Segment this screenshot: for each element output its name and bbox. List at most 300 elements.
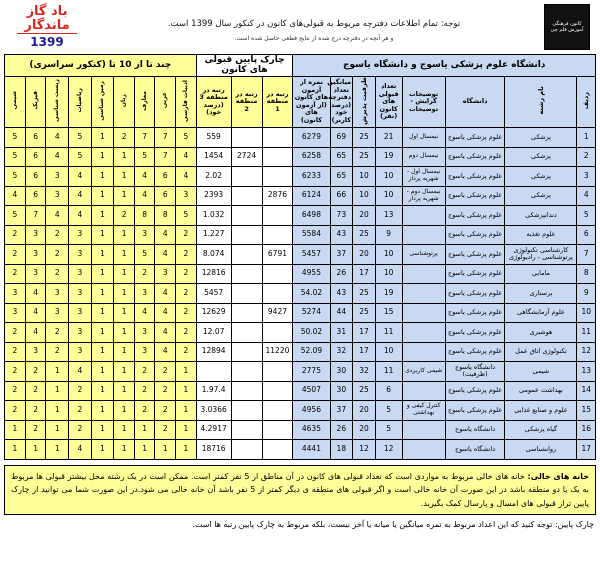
table-row (5, 284, 596, 304)
brand-divider (17, 33, 77, 34)
cell-maaref: 3 (134, 342, 155, 362)
cell-miangin: 4956 (293, 401, 330, 421)
cell-riyazi: 4 (69, 167, 92, 187)
cell-fizik: 6 (25, 167, 46, 187)
cell-zamin: 1 (91, 420, 114, 440)
cell-fizik: 2 (25, 362, 46, 382)
cell-zarfiyat: 19 (375, 147, 402, 167)
cell-r2 (231, 206, 262, 226)
cell-miangin: 52.09 (293, 342, 330, 362)
cell-shimi: 1 (5, 440, 26, 460)
cell-radif: 11 (577, 323, 596, 343)
cell-shimi: 1 (5, 420, 26, 440)
cell-zamin: 1 (91, 323, 114, 343)
cell-r2 (231, 264, 262, 284)
cell-fizik: 3 (25, 245, 46, 265)
cell-nomre: 32 (330, 342, 353, 362)
table-row (5, 401, 596, 421)
col-maaref: معارف (134, 76, 155, 127)
cell-nomre: 37 (330, 401, 353, 421)
cell-reshte: پزشکی (505, 128, 577, 148)
cell-r1 (262, 420, 293, 440)
cell-r3: 3.0366 (196, 401, 231, 421)
cell-miangin: 4507 (293, 381, 330, 401)
column-header-row (5, 76, 596, 127)
cell-tozih (402, 303, 445, 323)
cell-maaref: 1 (134, 440, 155, 460)
cell-riyazi: 4 (69, 440, 92, 460)
cell-r3: 1.97.4 (196, 381, 231, 401)
cell-zamin: 1 (91, 303, 114, 323)
table-row (5, 303, 596, 323)
cell-fizik: 2 (25, 381, 46, 401)
cell-zaban: 1 (114, 147, 135, 167)
cell-riyazi: 5 (69, 128, 92, 148)
table-row (5, 167, 596, 187)
brand-block (4, 3, 90, 51)
cell-miangin: 4955 (293, 264, 330, 284)
cell-miangin: 4635 (293, 420, 330, 440)
cell-shimi: 2 (5, 401, 26, 421)
table-row (5, 147, 596, 167)
cell-zamin: 1 (91, 401, 114, 421)
cell-roshd: 25 (353, 225, 376, 245)
cell-zist: 2 (46, 245, 69, 265)
cell-nomre: 26 (330, 264, 353, 284)
cell-nomre: 65 (330, 147, 353, 167)
cell-daneshgah: علوم پزشکی یاسوج (445, 147, 505, 167)
cell-arabi: 4 (155, 245, 176, 265)
cell-zist: 2 (46, 264, 69, 284)
cell-radif: 17 (577, 440, 596, 460)
cell-shimi: 5 (5, 206, 26, 226)
col-rotbe-mantaghe3: رتبه در منطقه 3 (درصد خود) (196, 76, 231, 127)
cell-arabi: 7 (155, 147, 176, 167)
cell-r2 (231, 323, 262, 343)
cell-maaref: 3 (134, 225, 155, 245)
cell-miangin: 4441 (293, 440, 330, 460)
cell-nomre: 37 (330, 245, 353, 265)
cell-zamin: 1 (91, 342, 114, 362)
cell-tozih: نیمسال اول (402, 128, 445, 148)
cell-miangin: 5457 (293, 245, 330, 265)
cell-daneshgah: علوم پزشکی یاسوج (445, 381, 505, 401)
cell-r2 (231, 186, 262, 206)
cell-r2 (231, 245, 262, 265)
cell-r1 (262, 225, 293, 245)
table-row (5, 362, 596, 382)
cell-tozih (402, 206, 445, 226)
admissions-table (4, 54, 596, 460)
cell-zaban: 1 (114, 381, 135, 401)
cell-daneshgah: دانشگاه یاسوج (ظرفیت) (445, 362, 505, 382)
cell-shimi: 4 (5, 186, 26, 206)
cell-tozih: شیمی کاربردی (402, 362, 445, 382)
cell-zaban: 1 (114, 401, 135, 421)
cell-miangin: 5274 (293, 303, 330, 323)
cell-reshte: کارشناسی تکنولوژی پرتوشناسی - رادیولوژی (505, 245, 577, 265)
cell-r2: 2724 (231, 147, 262, 167)
cell-zist: 1 (46, 381, 69, 401)
cell-adab: 5 (176, 206, 197, 226)
cell-fizik: 4 (25, 323, 46, 343)
cell-zist: 2 (46, 225, 69, 245)
cell-daneshgah: دانشگاه یاسوج (445, 420, 505, 440)
cell-zaban: 1 (114, 264, 135, 284)
cell-reshte: پزشکی (505, 186, 577, 206)
cell-zist: 1 (46, 440, 69, 460)
cell-riyazi: 3 (69, 303, 92, 323)
cell-r2 (231, 342, 262, 362)
cell-r2 (231, 225, 262, 245)
cell-r3: 1.227 (196, 225, 231, 245)
col-reshte: نام رشته (505, 76, 577, 127)
cell-tozih: نیمسال اول - شهریه پرداز (402, 167, 445, 187)
table-row (5, 186, 596, 206)
cell-maaref: 3 (134, 323, 155, 343)
cell-nomre: 43 (330, 284, 353, 304)
cell-roshd: 17 (353, 323, 376, 343)
cell-reshte: پرستاری (505, 284, 577, 304)
cell-zist: 2 (46, 323, 69, 343)
col-miangin-tarazh: میانگین تعداد دفترچه (درصد خود کاربر) (330, 76, 353, 127)
cell-radif: 14 (577, 381, 596, 401)
cell-fizik: 2 (25, 401, 46, 421)
cell-miangin: 54.02 (293, 284, 330, 304)
cell-r1 (262, 128, 293, 148)
cell-radif: 15 (577, 401, 596, 421)
cell-roshd: 10 (353, 186, 376, 206)
cell-zarfiyat: 6 (375, 381, 402, 401)
cell-daneshgah: علوم پزشکی یاسوج (445, 323, 505, 343)
table-row (5, 323, 596, 343)
cell-r2 (231, 381, 262, 401)
cell-r2 (231, 420, 262, 440)
cell-daneshgah: علوم پزشکی یاسوج (445, 284, 505, 304)
cell-shimi: 3 (5, 303, 26, 323)
cell-zaban: 1 (114, 284, 135, 304)
cell-arabi: 4 (155, 284, 176, 304)
cell-zaban: 1 (114, 303, 135, 323)
cell-radif: 9 (577, 284, 596, 304)
cell-r1: 6791 (262, 245, 293, 265)
empty-cells-note-label: خانه های خالی: (527, 471, 589, 481)
cell-adab: 1 (176, 362, 197, 382)
cell-r3 (196, 362, 231, 382)
cell-zist: 3 (46, 284, 69, 304)
cell-radif: 4 (577, 186, 596, 206)
group-header-middle: چارک پایین قبولی های کانون (196, 55, 293, 77)
cell-r1 (262, 401, 293, 421)
cell-radif: 5 (577, 206, 596, 226)
cell-reshte: علوم تغذیه (505, 225, 577, 245)
cell-zamin: 1 (91, 186, 114, 206)
cell-zamin: 1 (91, 264, 114, 284)
cell-tozih: پرتوشناسی (402, 245, 445, 265)
cell-daneshgah: علوم پزشکی یاسوج (445, 128, 505, 148)
cell-reshte: شیمی (505, 362, 577, 382)
cell-zaban: 1 (114, 420, 135, 440)
cell-riyazi: 3 (69, 323, 92, 343)
cell-tozih (402, 381, 445, 401)
brand-line2: ماندگار (24, 17, 70, 33)
cell-zist: 4 (46, 128, 69, 148)
cell-zamin: 1 (91, 147, 114, 167)
cell-shimi: 2 (5, 264, 26, 284)
cell-r3: 5457 (196, 284, 231, 304)
cell-nomre: 44 (330, 303, 353, 323)
cell-fizik: 4 (25, 284, 46, 304)
cell-riyazi: 3 (69, 342, 92, 362)
cell-roshd: 10 (353, 167, 376, 187)
cell-r1 (262, 147, 293, 167)
cell-adab: 2 (176, 225, 197, 245)
cell-radif: 6 (577, 225, 596, 245)
cell-r3: 2393 (196, 186, 231, 206)
cell-fizik: 3 (25, 342, 46, 362)
table-row (5, 245, 596, 265)
cell-tozih (402, 420, 445, 440)
cell-r3: 12629 (196, 303, 231, 323)
cell-r3: 4.2917 (196, 420, 231, 440)
group-header-row (5, 55, 596, 77)
cell-shimi: 2 (5, 225, 26, 245)
table-row (5, 225, 596, 245)
table-row (5, 264, 596, 284)
cell-arabi: 4 (155, 225, 176, 245)
cell-reshte: مامایی (505, 264, 577, 284)
cell-riyazi: 3 (69, 264, 92, 284)
cell-tozih (402, 342, 445, 362)
cell-r2 (231, 362, 262, 382)
cell-zarfiyat: 12 (375, 440, 402, 460)
cell-miangin: 50.02 (293, 323, 330, 343)
cell-radif: 2 (577, 147, 596, 167)
cell-zist: 3 (46, 186, 69, 206)
cell-nomre: 26 (330, 420, 353, 440)
cell-adab: 5 (176, 128, 197, 148)
cell-arabi: 3 (155, 264, 176, 284)
cell-fizik: 6 (25, 128, 46, 148)
cell-maaref: 2 (134, 362, 155, 382)
cell-zaban: 1 (114, 323, 135, 343)
cell-r1 (262, 323, 293, 343)
cell-zamin: 1 (91, 381, 114, 401)
cell-arabi: 6 (155, 186, 176, 206)
cell-zaban: 1 (114, 440, 135, 460)
cell-adab: 2 (176, 323, 197, 343)
cell-radif: 13 (577, 362, 596, 382)
cell-roshd: 17 (353, 342, 376, 362)
cell-shimi: 2 (5, 342, 26, 362)
cell-zaban: 1 (114, 342, 135, 362)
cell-zamin: 1 (91, 225, 114, 245)
cell-adab: 2 (176, 264, 197, 284)
col-rotbe-mantaghe1: رتبه در منطقه 1 (262, 76, 293, 127)
header-note: توجه: تمام اطلاعات دفترچه مربوط به قبولی‌های کانون در کنکور سال 1399 است. (167, 19, 461, 30)
cell-maaref: 3 (134, 284, 155, 304)
cell-arabi: 2 (155, 362, 176, 382)
group-header-right: دانشگاه علوم پزشکی یاسوج و دانشگاه یاسوج (293, 55, 596, 77)
cell-adab: 2 (176, 284, 197, 304)
cell-nomre: 65 (330, 167, 353, 187)
cell-zarfiyat: 10 (375, 186, 402, 206)
cell-r2 (231, 303, 262, 323)
table-row (5, 381, 596, 401)
cell-maaref: 7 (134, 128, 155, 148)
cell-arabi: 6 (155, 167, 176, 187)
cell-fizik: 3 (25, 225, 46, 245)
cell-zist: 3 (46, 303, 69, 323)
cell-reshte: بهداشت عمومی (505, 381, 577, 401)
cell-fizik: 2 (25, 420, 46, 440)
cell-zarfiyat: 11 (375, 362, 402, 382)
table-row (5, 206, 596, 226)
empty-cells-note (4, 465, 596, 516)
col-tedad-ghabooli: تعداد قبولی های کانون (نفر) (375, 76, 402, 127)
cell-riyazi: 2 (69, 420, 92, 440)
cell-zist: 3 (46, 167, 69, 187)
cell-riyazi: 3 (69, 284, 92, 304)
cell-zamin: 1 (91, 284, 114, 304)
cell-roshd: 25 (353, 381, 376, 401)
cell-riyazi: 2 (69, 401, 92, 421)
cell-arabi: 4 (155, 342, 176, 362)
cell-zaban: 1 (114, 362, 135, 382)
cell-riyazi: 4 (69, 186, 92, 206)
cell-zaban: 2 (114, 128, 135, 148)
cell-shimi: 5 (5, 147, 26, 167)
cell-tozih (402, 284, 445, 304)
cell-nomre: 73 (330, 206, 353, 226)
cell-arabi: 2 (155, 420, 176, 440)
cell-zarfiyat: 21 (375, 128, 402, 148)
col-nomre-azmoon: نمره از آزمون های کانون (از آزمون های کانون) (293, 76, 330, 127)
cell-arabi: 1 (155, 440, 176, 460)
cell-zaban: 1 (114, 167, 135, 187)
cell-r1: 2876 (262, 186, 293, 206)
lower-quartile-note-label: چارک پایین: (554, 520, 594, 530)
cell-maaref: 5 (134, 147, 155, 167)
cell-reshte: تکنولوژی اتاق عمل (505, 342, 577, 362)
cell-shimi: 2 (5, 362, 26, 382)
cell-miangin: 2775 (293, 362, 330, 382)
cell-riyazi: 4 (69, 362, 92, 382)
cell-roshd: 12 (353, 440, 376, 460)
cell-riyazi: 4 (69, 206, 92, 226)
cell-tozih: کنترل کیفی و بهداشتی (402, 401, 445, 421)
cell-zaban: 2 (114, 206, 135, 226)
cell-adab: 4 (176, 147, 197, 167)
cell-arabi: 2 (155, 381, 176, 401)
group-header-left: چند تا از 10 تا (کنکور سراسری) (5, 55, 197, 77)
cell-maaref: 2 (134, 264, 155, 284)
cell-reshte: علوم و صنایع غذایی (505, 401, 577, 421)
cell-shimi: 5 (5, 128, 26, 148)
cell-radif: 1 (577, 128, 596, 148)
cell-zamin: 1 (91, 245, 114, 265)
cell-daneshgah: علوم پزشکی یاسوج (445, 245, 505, 265)
cell-arabi: 2 (155, 401, 176, 421)
cell-shimi: 2 (5, 323, 26, 343)
col-riyazi: ریاضیات (69, 76, 92, 127)
cell-r3: 18716 (196, 440, 231, 460)
cell-nomre: 30 (330, 362, 353, 382)
col-zarfiyat: ظرفیت پذیرش (353, 76, 376, 127)
cell-r3: 12.07 (196, 323, 231, 343)
cell-r1: 11220 (262, 342, 293, 362)
cell-adab: 1 (176, 401, 197, 421)
cell-reshte: هوشبری (505, 323, 577, 343)
cell-nomre: 66 (330, 186, 353, 206)
cell-nomre: 18 (330, 440, 353, 460)
cell-zamin: 1 (91, 440, 114, 460)
logo-box: کانون فرهنگی آموزش قلم چی (544, 4, 590, 50)
cell-daneshgah: علوم پزشکی یاسوج (445, 303, 505, 323)
cell-r1 (262, 167, 293, 187)
lower-quartile-note (4, 519, 596, 532)
cell-r1 (262, 264, 293, 284)
cell-fizik: 1 (25, 440, 46, 460)
cell-daneshgah: دانشگاه یاسوج (445, 440, 505, 460)
cell-r3: 12816 (196, 264, 231, 284)
cell-maaref: 4 (134, 303, 155, 323)
brand-year: 1399 (30, 35, 64, 50)
col-adabiyat: ادبیات فارسی (176, 76, 197, 127)
cell-nomre: 31 (330, 323, 353, 343)
cell-maaref: 1 (134, 420, 155, 440)
cell-miangin: 6498 (293, 206, 330, 226)
cell-miangin: 6279 (293, 128, 330, 148)
cell-maaref: 2 (134, 401, 155, 421)
cell-zarfiyat: 10 (375, 245, 402, 265)
cell-radif: 8 (577, 264, 596, 284)
cell-radif: 3 (577, 167, 596, 187)
page-header (0, 0, 600, 54)
cell-zarfiyat: 11 (375, 323, 402, 343)
cell-roshd: 20 (353, 245, 376, 265)
cell-r2 (231, 284, 262, 304)
cell-r1: 9427 (262, 303, 293, 323)
cell-r1 (262, 381, 293, 401)
cell-fizik: 6 (25, 147, 46, 167)
cell-zamin: 1 (91, 362, 114, 382)
cell-r2 (231, 440, 262, 460)
cell-zist: 4 (46, 147, 69, 167)
table-row (5, 128, 596, 148)
cell-roshd: 25 (353, 147, 376, 167)
cell-nomre: 43 (330, 225, 353, 245)
cell-reshte: علوم آزمایشگاهی (505, 303, 577, 323)
cell-r2 (231, 128, 262, 148)
cell-daneshgah: علوم پزشکی یاسوج (445, 206, 505, 226)
cell-riyazi: 5 (69, 147, 92, 167)
cell-roshd: 25 (353, 284, 376, 304)
col-zaban: زبان (114, 76, 135, 127)
cell-adab: 1 (176, 420, 197, 440)
cell-nomre: 69 (330, 128, 353, 148)
cell-zarfiyat: 5 (375, 401, 402, 421)
cell-daneshgah: علوم پزشکی یاسوج (445, 186, 505, 206)
cell-zamin: 1 (91, 206, 114, 226)
cell-zarfiyat: 10 (375, 167, 402, 187)
cell-maaref: 8 (134, 206, 155, 226)
cell-zarfiyat: 9 (375, 225, 402, 245)
brand-line1: باد گاز (26, 4, 68, 20)
cell-zarfiyat: 10 (375, 342, 402, 362)
empty-cells-note-text: خانه های خالی مربوط به مواردی است که تعداد قبولی های کانون در آن مناطق از 5 نفر کمتر است. ممکن است در یک رشته محل بیشتر قبولی ها مربوط به یک یا دو منطقه باشد در این صورت آن خانه خالی است و اگر قبولی های منطقه ی دیگر کمتر از 5 نفر باشد آن خانه خالی می شود.در این صورت شما می توانید از چارک پایین تراز قبولی های امسال و پارسال کمک بگیرید. (11, 471, 589, 508)
cell-zaban: 1 (114, 186, 135, 206)
